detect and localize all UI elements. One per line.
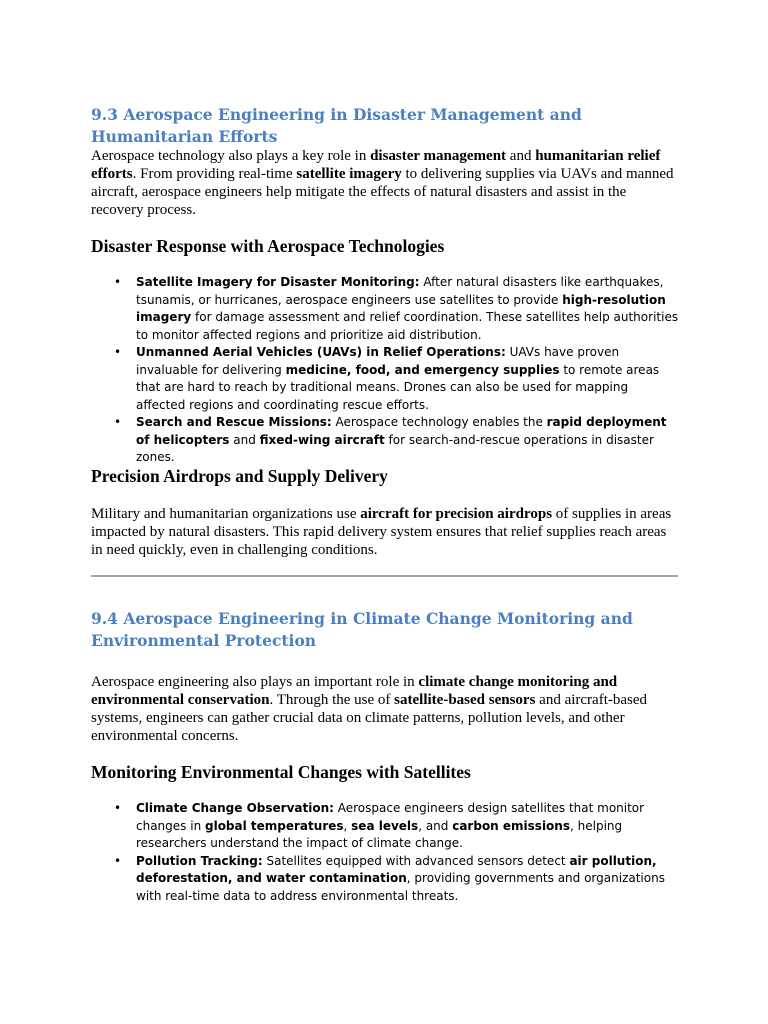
bold-run: Climate Change Observation: [136,801,334,815]
subheading-wrap [91,465,681,487]
list-item [91,414,681,467]
bold-run: humanitarian relief efforts [91,148,661,182]
bold-run: high-resolution imagery [136,292,666,324]
text-run: and [229,432,260,447]
text-run: UAVs have proven invaluable for delivering [136,345,620,377]
subheading-disaster-response: Disaster Response with Aerospace Technologies [91,236,445,256]
bullet-list-wrap [91,800,681,905]
section-heading: 9.3 Aerospace Engineering in Disaster Management and Humanitarian Efforts [91,105,582,146]
text-run: and aircraft-based systems, engineers can gather crucial data on climate patterns, pollution levels, and other environmental concerns. [91,692,648,744]
bullet-dot: • [114,853,122,868]
bullet-dot: • [114,801,122,815]
section-heading: 9.4 Aerospace Engineering in Climate Change Monitoring and Environmental Protection [91,609,633,650]
subheading-wrap [91,761,681,783]
bold-run: Search and Rescue Missions: [136,415,332,429]
list-item [91,344,681,414]
text-run: , and [418,818,453,833]
section-9-3-heading-wrap [91,104,681,148]
list-item [91,853,681,906]
text-run: . From providing real-time [132,166,297,182]
bold-run: sea levels [351,818,419,833]
subheading-wrap [91,235,681,257]
bullet-list-disaster [91,274,681,467]
bold-run: fixed-wing aircraft [259,432,385,447]
section-divider [91,575,678,577]
bold-run: rapid deployment of helicopters [136,415,667,447]
bold-run: global temperatures [204,818,344,833]
intro-paragraph [91,673,681,745]
section-9-4-heading-wrap [91,608,681,652]
text-run: , providing governments and organizations with real-time data to address environmental threats. [136,871,665,903]
bold-run: Unmanned Aerial Vehicles (UAVs) in Relief Operations: [136,345,506,359]
section-9-4-intro-wrap [91,673,681,745]
text-run: Aerospace technology enables the [331,415,547,429]
airdrop-paragraph-wrap [91,505,681,559]
bold-run: disaster management [370,148,507,164]
text-run: Aerospace technology also plays a key role in [91,148,371,164]
bullet-dot: • [114,415,122,429]
text-run: , [343,818,352,833]
bold-run: satellite-based sensors [394,692,536,708]
text-run: to remote areas that are hard to reach by traditional means. Drones can also be used for mapping affected regions and coordinating rescue efforts. [136,362,660,412]
text-run: and [506,148,536,164]
text-run: , helping researchers understand the impact of climate change. [136,818,623,850]
airdrop-paragraph [91,505,681,559]
bullet-dot: • [114,345,122,359]
text-run: Military and humanitarian organizations use [91,506,361,522]
bold-run: medicine, food, and emergency supplies [285,362,560,377]
bullet-list-wrap [91,274,681,467]
bold-run: Pollution Tracking: [136,853,263,868]
bold-run: Satellite Imagery for Disaster Monitoring: [136,275,420,289]
text-run: After natural disasters like earthquakes, tsunamis, or hurricanes, aerospace engineers use satellites to provide [136,275,664,307]
list-item [91,274,681,344]
bold-run: air pollution, deforestation, and water contamination [136,853,657,885]
text-run: for search-and-rescue operations in disaster zones. [136,432,654,464]
text-run: to delivering supplies via UAVs and manned aircraft, aerospace engineers help mitigate the effects of natural disasters and assist in the recovery process. [91,166,674,218]
text-run: of supplies in areas impacted by natural disasters. This rapid delivery system ensures that relief supplies reach areas in need quickly, even in challenging conditions. [91,506,672,558]
text-run: for damage assessment and relief coordination. These satellites help authorities to monitor affected regions and prioritize aid distribution. [136,310,679,342]
subheading-monitoring: Monitoring Environmental Changes with Satellites [91,762,471,782]
intro-paragraph [91,147,681,219]
bold-run: carbon emissions [452,818,570,833]
bold-run: satellite imagery [296,166,402,182]
bullet-list-monitoring [91,800,681,905]
bullet-dot: • [114,275,122,289]
bold-run: climate change monitoring and environmental conservation [91,674,618,708]
bold-run: aircraft for precision airdrops [360,506,553,522]
section-9-3-intro-wrap [91,147,681,219]
list-item [91,800,681,853]
text-run: Aerospace engineering also plays an important role in [91,674,419,690]
text-run: Satellites equipped with advanced sensors detect [262,853,570,868]
subheading-precision-airdrops: Precision Airdrops and Supply Delivery [91,466,388,486]
text-run: . Through the use of [269,692,395,708]
text-run: Aerospace engineers design satellites that monitor changes in [136,801,645,833]
